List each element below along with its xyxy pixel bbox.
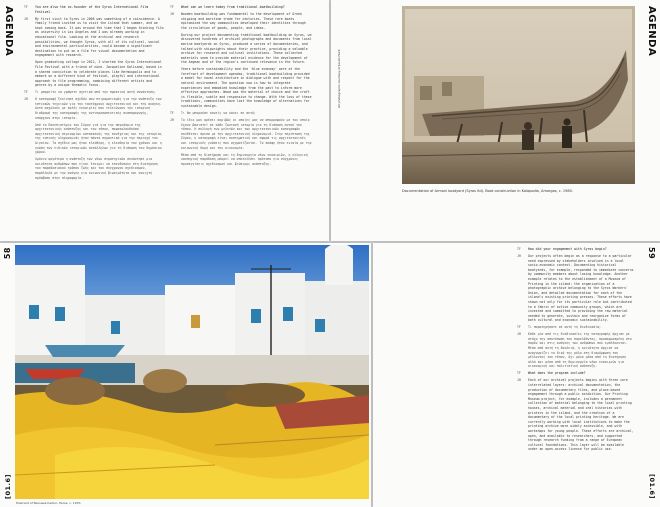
entry-text: Η καταγραφή ξεκίνησε σχεδόν σαν πειραματισμός για την ανάπτυξη των εστιακών τεχνικών για την ταυτόχρονη αρχιτεκτονική και την ανάγκη. Αυτά ασχολούν με καλές ευκαιρίες που τελειώνουν την ιστορική διαδρομή της καταγραφής της αντιπροσωπευτικής αναπαραγωγής, υπάρχουν στην ιστορία.	[35, 97, 162, 120]
speaker-initials: TF	[517, 247, 521, 251]
speaker-initials: TF	[170, 111, 174, 116]
interview-entry	[24, 5, 164, 14]
interview-entry	[24, 60, 164, 88]
entry-text: Upon graduating college in 2012, I started the Syros International Film Festival with a friend of mine. Jacqueline Kalisand, based in a shared conviction to celebrate places like Hermoupolis and to embark on a different kind of festival, playful and international approach to film programming, combining different artists and genres by a unique thematic focus.	[35, 60, 162, 88]
entry-text: My first visit to Syros in 2006 was something of a coincidence. A family friend invited us to visit the island that summer, and we kept coming back. It was around the time that I began thinking film as university in Los Angeles and I was already working in educational film. Looking at the archival and research possibilities, we thought Syros, with all of its cultural, social and environmental particularities, could become a significant destination to put on a film for visual documentation and engagement with research.	[35, 16, 164, 58]
interview-entry	[24, 157, 164, 180]
entry-text: Χρόνια αργότερα η ανάπτυξη των νέων στρατηγικών συνάντησε μια κοινότητα ανθρώπων που είναι έτοιμοι να επενδύσουν στη διατήρηση του παραδοσιακού τρόπου ζωής και του σύγχρονου σχεδιασμού, παράλληλα με την ανάγκη για κοινωνική βιωσιμότητα και ανοιχτή πρόσβαση στην πληροφορία.	[35, 157, 158, 180]
speaker-initials	[24, 60, 35, 88]
page-agenda-right	[331, 0, 660, 241]
interview-entry	[24, 17, 164, 58]
page-59	[373, 243, 660, 507]
speaker-initials	[170, 33, 181, 65]
interview-entry	[170, 12, 312, 30]
page-agenda-left	[0, 0, 329, 241]
entry-text: What does the program include?	[528, 371, 586, 376]
entry-text: Κάθε μία από τις διαδικασίες της καταγραφής άρχισε με στόχο την αποτύπωση του παρελθόντος, προσαρμοσμένη στο παρόν και στις ανάγκες των ανθρώπων που εμπλέκονται. Μέσα από αυτή τη δουλειά, η κοινότητα άρχισε να αναγνωρίζει το δικό της ρόλο στη διαμόρφωση του μέλλοντος του τόπου, όχι μόνο μέσα από τη διατήρηση αλλά και μέσα από τη δημιουργία νέων ευκαιριών για οικονομική και πολιτιστική ανάπτυξη.	[528, 332, 632, 369]
entry-text: Wooden boatbuilding was fundamental to the development of Greek shipping and maritime trade for centuries. These rare boats epitomized the way communities developed their identities through the circulation of goods, people, and ideas.	[181, 11, 306, 30]
entry-text: Τι θα μπορούσε κανείς να κάνει σε αυτό;	[181, 111, 256, 116]
spine-label-right	[646, 6, 657, 56]
speaker-initials: JH	[24, 97, 28, 102]
interview-entry	[517, 378, 635, 452]
page-number-left: 58	[3, 247, 12, 260]
interview-column-2	[170, 5, 312, 169]
speaker-initials: TF	[24, 90, 28, 95]
interview-entry	[170, 118, 312, 150]
entry-text: Από το Πανεπιστήμιο του Σύρου γιά για την παγκόσμια της αρχιτεκτονικής ανάπτυξης και του τόπου, παρακολουθούσα αρχιτεκτονική σεμιναρίων κατασκευής της συνέχειας και της ιστορίας της τοπικής κληρονομιάς ήταν πάντα σημαντικά για την περιοχή του Αιγαίου. Τα σχέδια μας ήταν ελεύθερη, η ελευθερία του χρόνου και η γνώση των ειδικών ιστορικών κατάλληλων για τη διάσωση του δημόσιου χώρου.	[35, 122, 162, 155]
speaker-initials: TF	[517, 325, 521, 330]
agenda-label-left: AGENDA	[3, 6, 14, 57]
interview-entry	[170, 111, 312, 116]
page-number-right: 59	[647, 247, 656, 260]
section-number-left: [01.6]	[4, 474, 12, 499]
interview-entry	[170, 153, 312, 167]
entry-text: Years before sustainability and the 'blue economy' were at the forefront of development agendas, traditional boatbuilding provided a model for naval architecture in dialogue with and respect for the natural environment. The question now is how to integrate experiences and embodied knowledge from the past to inform more effective approaches. Wood was the material of choice and the craft is flexible, subtle and responsive to change. With the loss of these traditions, communities have lost the knowledge of alternatives for sustainable design.	[181, 67, 312, 109]
speaker-initials: JH	[170, 118, 174, 123]
entry-text: Each of our archival projects begins with three core interrelated layers: archival documentation, the production of documentary films, and place-based engagement through a public exhibition. Our Printing Museum project, for example, includes a permanent collection of material belonging to the local printing houses, archival material and oral histories with printers in the island, and the creation of a documentary of the local printing heritage. We are currently working with local institutions to make the printing archive more widely accessible, and with workshops for young people. These efforts are archival, open, and available to researchers, and supported through research funding from a range of European cultural foundations. This layer will be available under an open-access license for public use.	[528, 378, 634, 452]
interview-entry	[24, 90, 164, 95]
speaker-initials	[170, 153, 181, 167]
entry-text: During our project documenting traditional boatbuilding on Syros, we discovered hundreds of archival photographs and documents from local marine boatyards on Syros, produced a series of documentaries, and talked with shipwrights about their practice, providing a valuable archive for research and cultural institutions. These collected materials seem to provide material evidence for the development of the Aegean and of the region's continued relevance in the future.	[181, 32, 312, 65]
speaker-initials: JH	[517, 253, 521, 258]
entry-text: Our projects often begin as a response to a particular need expressed by stakeholders involved in a local socio-economic context. Documenting historical boatyards, for example, responded to immediate concerns by community members about losing knowledge. Another example relates to the establishment of a Museum of Printing in the island: the organization of a photographic archive belonging to the Syros Workers' Union, and detailed documentation for each of the island's existing printing presses. These efforts have shown not only for its particular role but contributed to a fabric of active community groups, which are invested and committed to providing the raw material needed to generate, sustain and reorganize forms of both cultural and economic sustainability.	[528, 253, 634, 323]
section-number-right: [01.6]	[648, 474, 656, 499]
postcard-caption: Postcard of Naoussa harbor, Paros, c. 1970.	[16, 501, 82, 505]
speaker-initials: TF	[170, 5, 174, 9]
entry-text: Μέσα από τη διατήρηση και τη δημιουργία νέων ευκαιριών, η ελληνική ναυπηγική παράδοση μπορεί να αποτελέσει πρότυπο για σύγχρονες προσεγγίσεις σχεδιασμού και βιώσιμης ανάπτυξης.	[181, 152, 308, 166]
harbor-postcard-image	[15, 245, 369, 499]
interview-entry	[24, 123, 164, 155]
entry-text: Τι παρατηρήσατε σε αυτή τη διαδικασία;	[528, 325, 601, 330]
interview-entry	[517, 371, 635, 376]
speaker-initials: JH	[170, 11, 174, 16]
interview-entry	[24, 97, 164, 120]
speaker-initials	[170, 67, 181, 108]
entry-text: What can we learn today from traditional boatbuilding?	[181, 5, 285, 9]
boatyard-photo-image	[402, 6, 635, 184]
interview-entry	[170, 5, 312, 10]
page-58	[0, 243, 371, 507]
speaker-initials: JH	[517, 332, 521, 337]
photo-caption: Documentation of Armoni boatyard (Syros ltd). Boat construction in Kalapodia, Amorgos, c. 1980.	[402, 189, 573, 193]
interview-entry	[517, 325, 635, 330]
interview-entry	[170, 33, 312, 65]
speaker-initials	[24, 157, 35, 180]
boatyard-photo	[402, 6, 635, 184]
spine-label-left	[3, 6, 14, 56]
harbor-postcard-photo	[15, 245, 369, 499]
interview-column-right	[517, 247, 635, 454]
entry-text: You are also the co-founder of the Syros International Film Festival.	[35, 5, 149, 14]
speaker-initials: TF	[517, 371, 521, 376]
entry-text: Τι μπορείτε να γράψετε σχετικά από την πρακτική αυτή συνάντηση;	[35, 90, 156, 95]
interview-column-1	[24, 5, 164, 183]
interview-entry	[170, 67, 312, 108]
speaker-initials: TF	[24, 5, 28, 9]
entry-text: How did your engagement with Syros begin?	[528, 247, 607, 251]
entry-text: Το ίδιο μου αρέσει ακριβώς οι οποίες μας να απορροφούν με τον οποίο έχουν βασιστεί σε κάθε ζωντανή ιστορία για τη διάσωση αυτού του τόπου. Η συλλογή των μελετών και των αρχιτεκτονικών καταγραφών συνδέεται άμεσα με την αρχιτεκτονική κληρονομιά. Στην περίπτωση της Σύρου, η καταγραφή είναι συστηματική και αφορά τις αρχιτεκτονικές και ιστορικές γνώσεις που σχηματίζονται. Τα σκάφη ήταν ενιαία με την κοινωνική δομή και την οικονομία.	[181, 118, 312, 150]
speaker-initials	[24, 123, 35, 155]
interview-entry	[517, 247, 635, 252]
photo-credit: All photographs courtesy of Jacob Hunt	[337, 49, 341, 108]
speaker-initials: JH	[517, 378, 521, 383]
speaker-initials: JH	[24, 16, 28, 21]
interview-entry	[517, 332, 635, 369]
interview-entry	[517, 254, 635, 323]
agenda-label-right: AGENDA	[646, 6, 657, 57]
